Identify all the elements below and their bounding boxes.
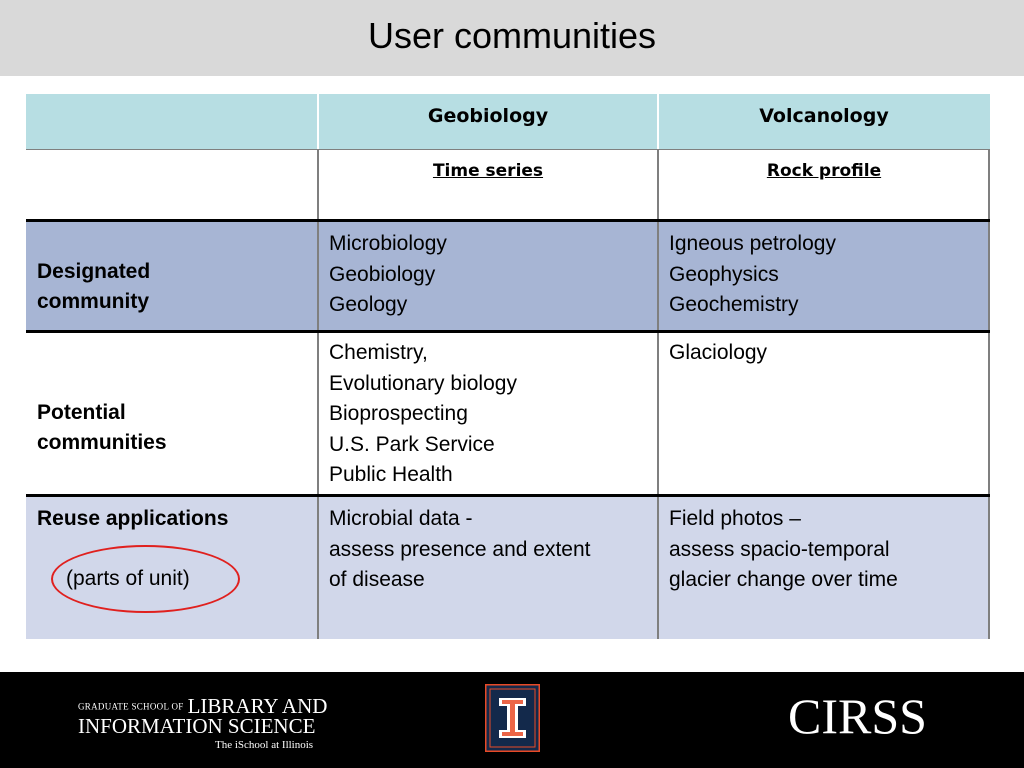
list-item: assess presence and extent bbox=[329, 537, 591, 561]
column-divider bbox=[657, 150, 659, 639]
row-label-potential-line: communities bbox=[37, 431, 167, 454]
parts-of-unit-note: (parts of unit) bbox=[66, 567, 190, 590]
row-divider bbox=[26, 494, 990, 497]
column-divider bbox=[657, 94, 659, 150]
column-header-geobiology-label: Geobiology bbox=[427, 105, 549, 127]
list-item: Geobiology bbox=[329, 262, 436, 286]
list-item: Geophysics bbox=[669, 262, 779, 286]
list-item: Chemistry, bbox=[329, 341, 428, 364]
cell-reuse-volcanology bbox=[658, 496, 990, 639]
list-item: Geology bbox=[329, 293, 408, 316]
row-label-reuse-line: Reuse applications bbox=[37, 507, 229, 530]
row-divider bbox=[26, 330, 990, 333]
column-header-volcanology bbox=[658, 94, 990, 150]
title-bar bbox=[0, 0, 1024, 76]
list-item: Igneous petrology bbox=[669, 232, 836, 255]
list-item: Bioprospecting bbox=[329, 402, 468, 425]
subheader-time-series-label: Time series bbox=[432, 161, 544, 181]
cell-designated-volcanology bbox=[658, 221, 990, 332]
list-item: glacier change over time bbox=[669, 568, 898, 591]
gslis-logo bbox=[78, 688, 338, 758]
list-item: Geochemistry bbox=[669, 293, 799, 316]
list-item: assess spacio-temporal bbox=[669, 537, 890, 561]
list-item: U.S. Park Service bbox=[329, 432, 495, 456]
gslis-logo-big: LIBRARY AND bbox=[187, 694, 328, 718]
cell-designated-geobiology bbox=[318, 221, 658, 332]
list-item: Microbiology bbox=[329, 232, 447, 255]
cirss-logo: CIRSS bbox=[788, 688, 927, 744]
row-label-potential-line: Potential bbox=[37, 401, 126, 424]
slide-title: User communities bbox=[367, 15, 657, 56]
header-empty-cell bbox=[26, 94, 318, 150]
subheader-rock-profile-label: Rock profile bbox=[766, 161, 882, 181]
subheader-rock-profile bbox=[658, 150, 990, 221]
gslis-logo-small-caps: GRADUATE SCHOOL OF bbox=[78, 701, 184, 712]
row-label-designated-line: community bbox=[37, 290, 150, 313]
list-item: Microbial data - bbox=[329, 507, 473, 530]
cell-potential-geobiology bbox=[318, 332, 658, 496]
gslis-logo-line3: The iSchool at Illinois bbox=[215, 739, 314, 751]
list-item: Evolutionary biology bbox=[329, 371, 517, 395]
column-header-geobiology bbox=[318, 94, 658, 150]
list-item: Public Health bbox=[329, 463, 453, 486]
subheader-time-series bbox=[318, 150, 658, 221]
row-divider bbox=[26, 219, 990, 222]
column-divider bbox=[317, 221, 319, 639]
row-divider bbox=[26, 149, 990, 150]
list-item: of disease bbox=[329, 568, 425, 591]
list-item: Field photos – bbox=[669, 507, 801, 530]
table-right-border bbox=[988, 150, 990, 639]
gslis-logo-line2: INFORMATION SCIENCE bbox=[78, 714, 316, 738]
illinois-block-i-icon bbox=[485, 684, 540, 752]
cell-potential-volcanology bbox=[658, 332, 990, 496]
column-header-volcanology-label: Volcanology bbox=[759, 105, 889, 127]
row-label-designated-line: Designated bbox=[37, 260, 151, 283]
row-label-potential bbox=[26, 332, 318, 496]
footer bbox=[0, 672, 1024, 768]
list-item: Glaciology bbox=[669, 341, 768, 364]
cell-reuse-geobiology bbox=[318, 496, 658, 639]
row-label-designated bbox=[26, 221, 318, 332]
column-divider bbox=[317, 150, 319, 221]
subheader-empty-cell bbox=[26, 150, 318, 221]
